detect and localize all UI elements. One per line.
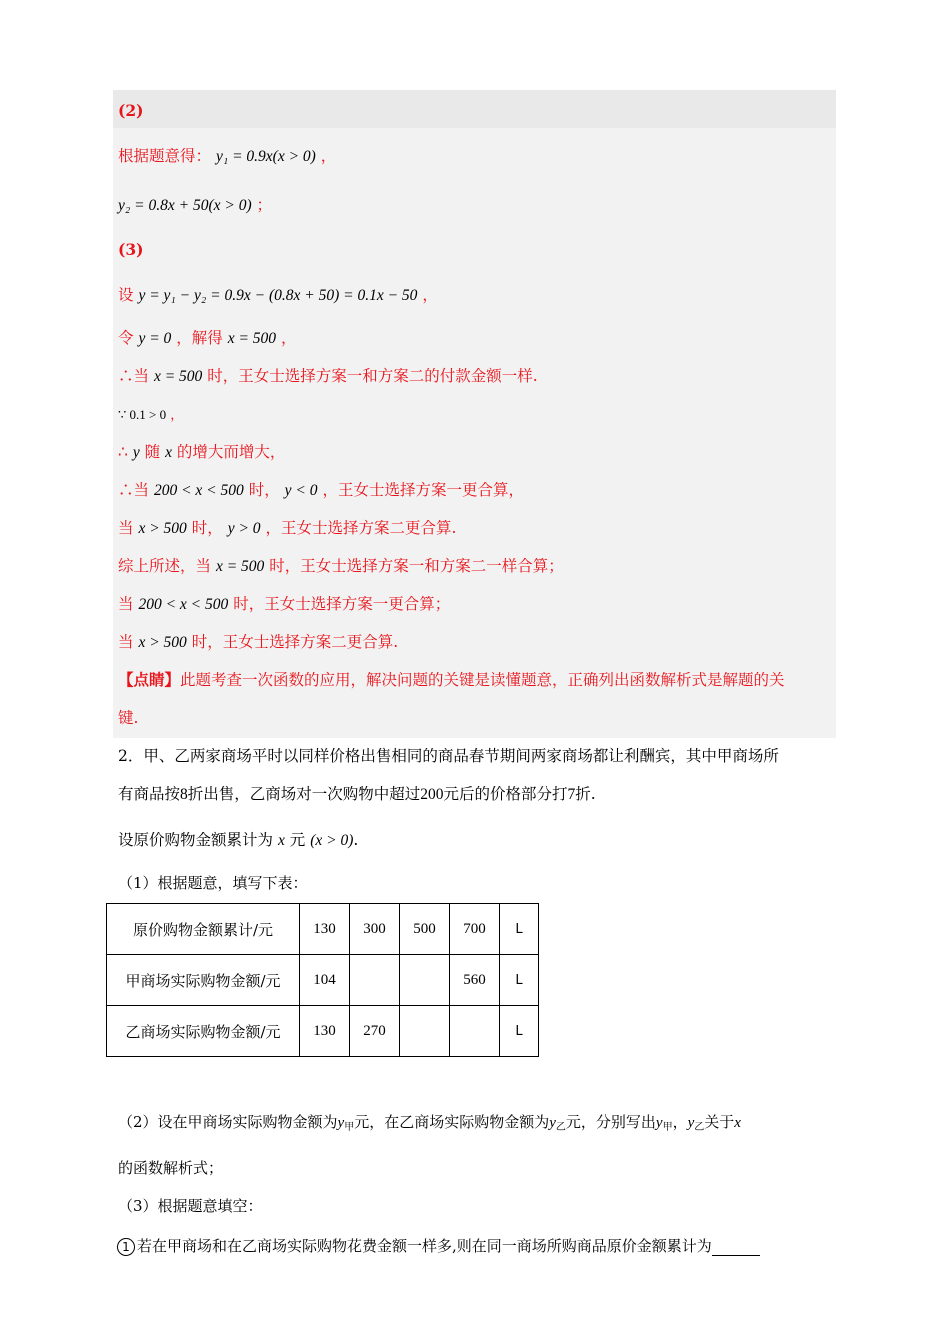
formula-y2: y₂ = 0.8x + 50(x > 0) [118, 197, 252, 214]
ellipsis-cell: L [500, 904, 539, 955]
summary-line3: 当 x > 500 时，王女士选择方案二更合算. [118, 633, 399, 651]
table-cell: 130 [300, 904, 350, 955]
part2-label: (2) [118, 101, 144, 120]
part3-line7: 当 x > 500 时， y > 0 ，王女士选择方案二更合算. [118, 519, 457, 537]
row-header: 乙商场实际购物金额/元 [107, 1006, 300, 1057]
table-cell: 560 [450, 955, 500, 1006]
table-cell: 500 [400, 904, 450, 955]
question-1: （1）根据题意，填写下表： [118, 874, 308, 892]
row-header: 甲商场实际购物金额/元 [107, 955, 300, 1006]
comment-tag: 【点睛】 [118, 670, 181, 689]
table-row [107, 1006, 539, 1057]
solution-panel-header [113, 90, 836, 128]
table-cell-blank [400, 955, 450, 1006]
formula-y1: y₁ = 0.9x(x > 0) [215, 148, 316, 165]
comment-line1: 【点睛】此题考查一次函数的应用，解决问题的关键是读懂题意，正确列出函数解析式是解题的关 [118, 670, 785, 689]
question-2-line2: 的函数解析式； [118, 1159, 224, 1177]
question-3: （3）根据题意填空： [118, 1197, 263, 1215]
problem2-line2: 有商品按8折出售，乙商场对一次购物中超过200元后的价格部分打7折. [118, 785, 596, 803]
summary-line2: 当 200 < x < 500 时，王女士选择方案一更合算； [118, 595, 451, 613]
part3-line6: ∴当 200 < x < 500 时， y < 0 ，王女士选择方案一更合算， [118, 481, 524, 499]
circled-number: 1 [117, 1238, 135, 1256]
table-row [107, 955, 539, 1006]
summary-line1: 综上所述，当 x = 500 时，王女士选择方案一和方案二一样合算； [118, 557, 564, 575]
table-cell: 104 [300, 955, 350, 1006]
table-cell: 270 [350, 1006, 400, 1057]
answer-blank[interactable] [712, 1239, 760, 1256]
part3-line3: ∴当 x = 500 时，王女士选择方案一和方案二的付款金额一样. [118, 367, 538, 385]
table-cell: 300 [350, 904, 400, 955]
part3-line4: ∵ 0.1 > 0 ， [118, 407, 184, 423]
table-cell-blank [450, 1006, 500, 1057]
table-cell-blank [400, 1006, 450, 1057]
part3-label: (3) [118, 240, 144, 259]
question-2-line1: （2）设在甲商场实际购物金额为$y_甲$元，在乙商场实际购物金额为$y_乙$元，分别写出$y_甲$，$y_乙$关于x [118, 1113, 741, 1133]
table-cell: 700 [450, 904, 500, 955]
table-row [107, 904, 539, 955]
part3-line1: 设 y = y₁ − y₂ = 0.9x − (0.8x + 50) = 0.1x − 50 ， [118, 286, 438, 304]
ellipsis-cell: L [500, 955, 539, 1006]
part2-line2: y₂ = 0.8x + 50(x > 0) ； [118, 196, 273, 214]
part2-line1: 根据题意得： y₁ = 0.9x(x > 0) ， [118, 147, 337, 165]
ellipsis-cell: L [500, 1006, 539, 1057]
row-header: 原价购物金额累计/元 [107, 904, 300, 955]
problem2-line3: 设原价购物金额累计为 x 元 (x > 0). [118, 831, 359, 849]
comment-line2: 键. [118, 709, 139, 727]
table-cell-blank [350, 955, 400, 1006]
question-3-1: 1 若在甲商场和在乙商场实际购物花费金额一样多,则在同一商场所购商品原价金额累计为 [117, 1236, 760, 1256]
purchase-table [106, 903, 539, 1057]
part3-line5: ∴ y 随 x 的增大而增大， [118, 443, 286, 461]
part3-line2: 令 y = 0 ，解得 x = 500 ， [118, 329, 297, 347]
table-cell: 130 [300, 1006, 350, 1057]
formula-difference: y = y₁ − y₂ = 0.9x − (0.8x + 50) = 0.1x − 50 [138, 287, 418, 304]
problem2-line1: 2．甲、乙两家商场平时以同样价格出售相同的商品春节期间两家商场都让利酬宾，其中甲商场所 [118, 747, 779, 765]
